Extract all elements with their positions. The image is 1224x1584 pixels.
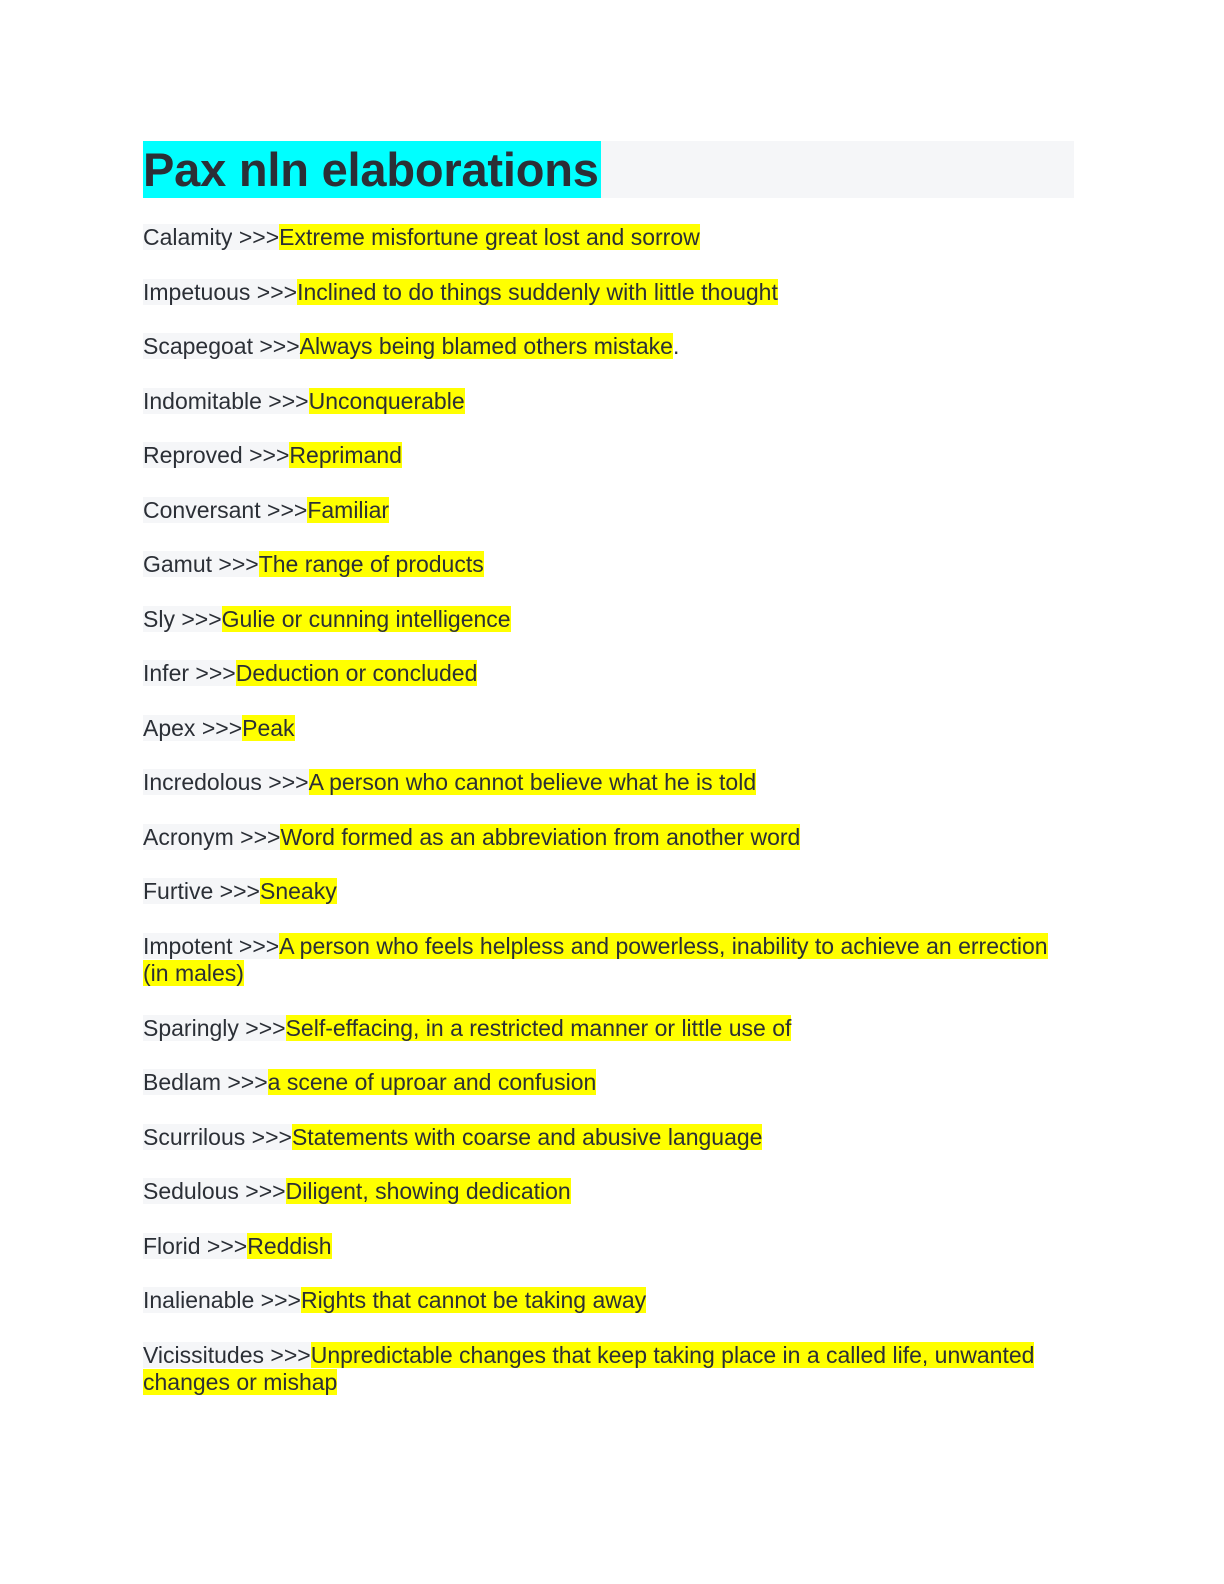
vocabulary-entry [143, 279, 1074, 307]
vocabulary-entry [143, 497, 1074, 525]
entry-definition: a scene of uproar and confusion [267, 1069, 597, 1095]
vocabulary-entry [143, 1178, 1074, 1206]
vocabulary-entry [143, 551, 1074, 579]
vocabulary-entry [143, 442, 1074, 470]
vocabulary-list [143, 224, 1074, 1397]
entry-definition: Always being blamed others mistake [299, 333, 673, 359]
vocabulary-entry [143, 1342, 1074, 1397]
entry-definition: Sneaky [259, 878, 337, 904]
entry-term: Indomitable [143, 387, 262, 414]
vocabulary-entry [143, 769, 1074, 797]
entry-definition: Diligent, showing dedication [285, 1178, 571, 1204]
entry-definition: Gulie or cunning intelligence [221, 605, 511, 632]
entry-definition: Self-effacing, in a restricted manner or little use of [285, 1014, 792, 1041]
entry-term: Impetuous [143, 278, 251, 305]
entry-term: Reproved [143, 442, 243, 468]
entry-term: Inalienable [143, 1287, 255, 1313]
entry-term: Impotent [143, 932, 233, 959]
entry-definition: Rights that cannot be taking away [300, 1287, 647, 1313]
entry-definition: Familiar [307, 496, 390, 523]
entry-separator: >>> [254, 1287, 301, 1313]
entry-separator: >>> [195, 714, 243, 741]
entry-separator: >>> [261, 769, 309, 795]
entry-definition: Unconquerable [308, 387, 465, 414]
entry-separator: >>> [245, 1123, 292, 1150]
entry-term: Conversant [143, 496, 261, 523]
entry-separator: >>> [212, 551, 259, 577]
entry-definition: Reddish [247, 1232, 332, 1259]
entry-trailing-punctuation: . [672, 333, 680, 359]
entry-separator: >>> [242, 442, 290, 468]
entry-separator: >>> [260, 496, 308, 523]
entry-separator: >>> [220, 1069, 268, 1095]
vocabulary-entry [143, 224, 1074, 252]
entry-term: Sparingly [143, 1014, 239, 1041]
vocabulary-entry [143, 1015, 1074, 1043]
entry-separator: >>> [174, 605, 222, 632]
entry-definition: A person who feels helpless and powerless, inability to achieve an errection (in males) [143, 932, 1048, 986]
entry-definition: Inclined to do things suddenly with little thought [297, 278, 778, 305]
entry-separator: >>> [264, 1341, 311, 1368]
entry-separator: >>> [200, 1232, 248, 1259]
entry-term: Vicissitudes [143, 1341, 265, 1368]
entry-definition: The range of products [258, 551, 484, 577]
vocabulary-entry [143, 606, 1074, 634]
entry-term: Florid [143, 1232, 201, 1259]
entry-term: Bedlam [143, 1069, 221, 1095]
document-title: Pax nln elaborations [143, 143, 599, 196]
entry-definition: Unpredictable changes that keep taking place in a called life, unwanted changes or mishap [143, 1341, 1035, 1395]
entry-term: Scapegoat [143, 333, 253, 359]
entry-term: Gamut [143, 551, 213, 577]
vocabulary-entry [143, 1069, 1074, 1097]
entry-definition: Word formed as an abbreviation from another word [280, 823, 801, 850]
entry-definition: A person who cannot believe what he is told [308, 769, 757, 795]
entry-term: Calamity [143, 224, 233, 250]
entry-separator: >>> [233, 823, 281, 850]
entry-term: Acronym [143, 823, 234, 850]
entry-separator: >>> [213, 878, 260, 904]
vocabulary-entry [143, 660, 1074, 688]
entry-separator: >>> [189, 660, 236, 686]
entry-term: Scurrilous [143, 1123, 246, 1150]
vocabulary-entry [143, 1233, 1074, 1261]
entry-separator: >>> [232, 932, 280, 959]
entry-definition: Reprimand [289, 442, 402, 468]
entry-definition: Statements with coarse and abusive language [291, 1123, 763, 1150]
entry-separator: >>> [261, 387, 309, 414]
entry-definition: Extreme misfortune great lost and sorrow [279, 224, 700, 250]
entry-separator: >>> [252, 333, 300, 359]
entry-separator: >>> [238, 1014, 286, 1041]
entry-separator: >>> [238, 1178, 286, 1204]
vocabulary-entry [143, 388, 1074, 416]
entry-term: Sedulous [143, 1178, 239, 1204]
vocabulary-entry [143, 824, 1074, 852]
vocabulary-entry [143, 715, 1074, 743]
entry-term: Sly [143, 605, 175, 632]
vocabulary-entry [143, 333, 1074, 361]
vocabulary-entry [143, 1124, 1074, 1152]
entry-term: Infer [143, 660, 190, 686]
entry-definition: Deduction or concluded [235, 660, 478, 686]
document-page [143, 141, 1074, 1397]
entry-term: Apex [143, 714, 196, 741]
entry-separator: >>> [250, 278, 298, 305]
title-bar [143, 141, 1074, 198]
entry-term: Incredolous [143, 769, 262, 795]
vocabulary-entry [143, 878, 1074, 906]
entry-term: Furtive [143, 878, 214, 904]
vocabulary-entry [143, 1287, 1074, 1315]
entry-definition: Peak [242, 714, 295, 741]
vocabulary-entry [143, 933, 1074, 988]
entry-separator: >>> [232, 224, 280, 250]
